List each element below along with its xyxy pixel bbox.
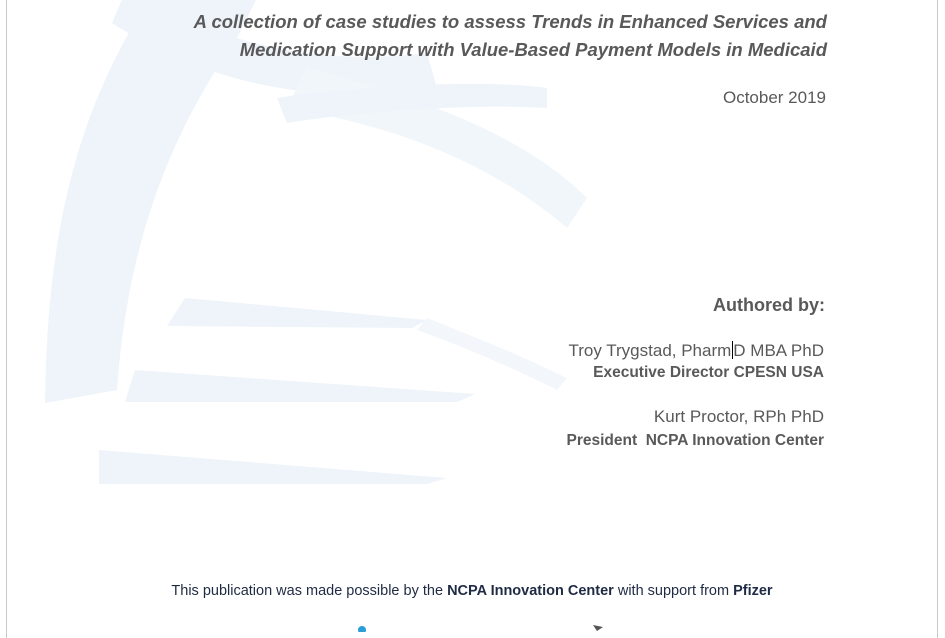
- author-2-name: Kurt Proctor, RPh PhD: [653, 407, 824, 426]
- ncpa-logo-fragment: [358, 626, 366, 632]
- subtitle-line-2: Medication Support with Value-Based Payment Models in Medicaid: [239, 39, 827, 60]
- pfizer-logo-fragment: [593, 625, 603, 631]
- footer-credit: [7, 583, 937, 599]
- author-1-name-part-1: Troy Trygstad, Pharm: [568, 341, 732, 360]
- document-subtitle: [107, 8, 827, 64]
- footer-sponsor: Pfizer: [733, 583, 773, 599]
- footer-text-1: This publication was made possible by the: [171, 583, 448, 599]
- publication-date: October 2019: [722, 88, 826, 107]
- footer-org: NCPA Innovation Center: [447, 583, 614, 599]
- footer-text-2: with support from: [613, 583, 734, 599]
- author-1-name[interactable]: [568, 341, 824, 361]
- footer-logos-partial: [7, 622, 937, 632]
- author-1-name-part-2: D MBA PhD: [733, 341, 824, 360]
- author-1-role: Executive Director CPESN USA: [593, 364, 824, 381]
- authored-by-heading: Authored by:: [713, 295, 825, 315]
- document-page: [6, 0, 938, 638]
- subtitle-line-1: A collection of case studies to assess Trends in Enhanced Services and: [193, 11, 827, 32]
- author-2-role: President NCPA Innovation Center: [566, 432, 824, 449]
